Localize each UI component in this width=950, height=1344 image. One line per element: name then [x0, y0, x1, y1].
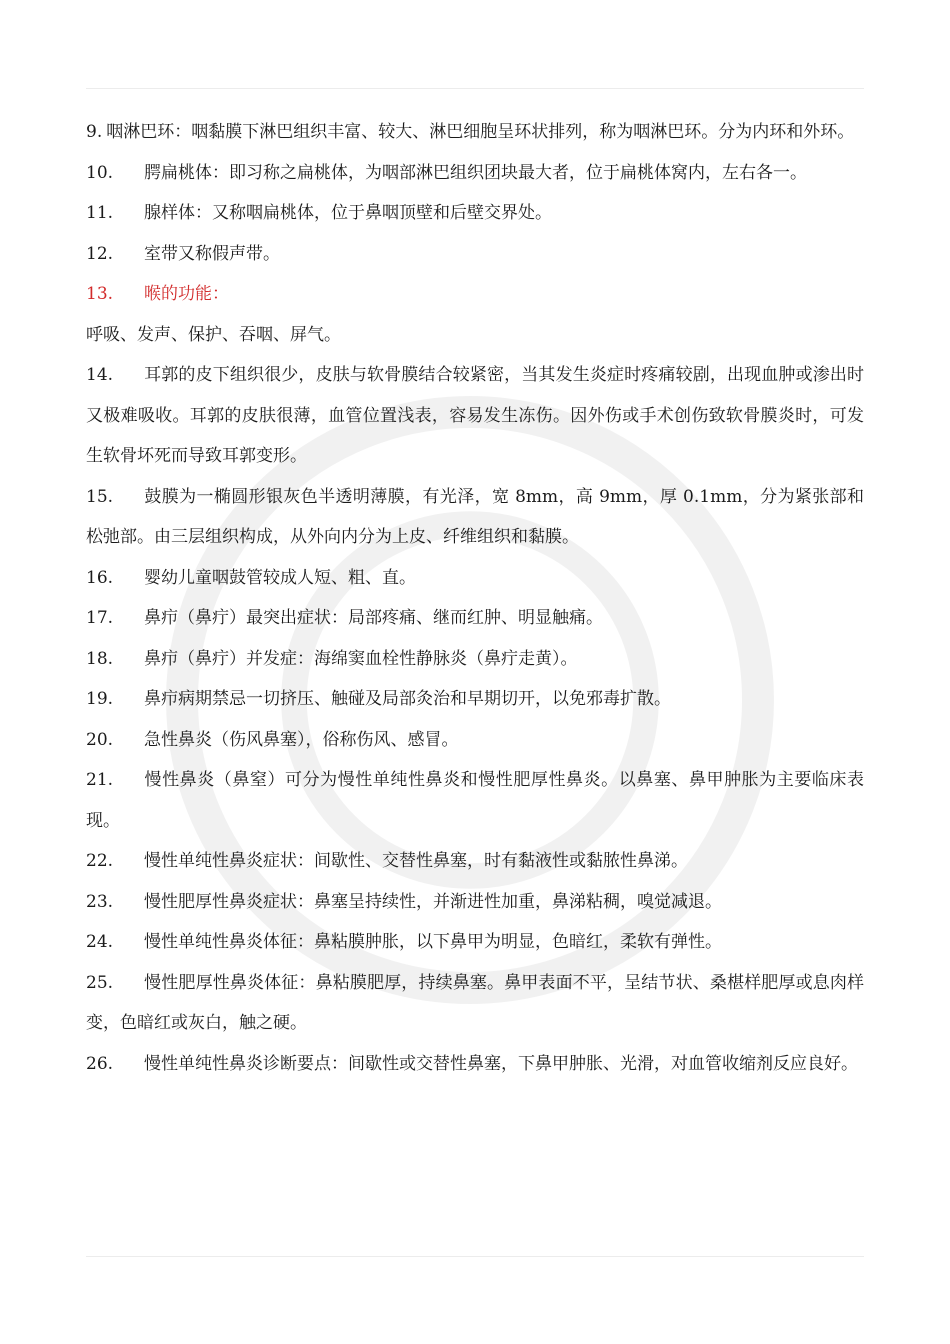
list-item	[86, 1044, 864, 1085]
item-number: 25.	[86, 972, 114, 993]
item-number: 20.	[86, 729, 114, 750]
item-number: 24.	[86, 932, 114, 952]
item-number: 10.	[86, 162, 114, 183]
item-text: 慢性鼻炎（鼻窒）可分为慢性单纯性鼻炎和慢性肥厚性鼻炎。以鼻塞、鼻甲肿胀为主要临床表现。	[86, 770, 864, 831]
item-text: 鼻疖（鼻疔）并发症：海绵窦血栓性静脉炎（鼻疔走黄）。	[144, 648, 578, 669]
list-item	[86, 112, 864, 153]
header-rule	[86, 88, 864, 89]
item-text: 耳郭的皮下组织很少，皮肤与软骨膜结合较紧密，当其发生炎症时疼痛较剧，出现血肿或渗出时又极难吸收。耳郭的皮肤很薄，血管位置浅表，容易发生冻伤。因外伤或手术创伤致软骨膜炎时，可发生软骨坏死而导致耳郭变形。	[86, 365, 864, 466]
list-item	[86, 193, 864, 234]
item-text: 腭扁桃体：即习称之扁桃体，为咽部淋巴组织团块最大者，位于扁桃体窝内，左右各一。	[144, 162, 807, 183]
document-body	[86, 112, 864, 1084]
item-text: 鼓膜为一椭圆形银灰色半透明薄膜，有光泽，宽 8mm，高 9mm，厚 0.1mm，分为紧张部和松弛部。由三层组织构成，从外向内分为上皮、纤维组织和黏膜。	[86, 486, 864, 547]
item-text: 慢性肥厚性鼻炎症状：鼻塞呈持续性，并渐进性加重，鼻涕粘稠，嗅觉减退。	[144, 891, 722, 912]
list-item	[86, 639, 864, 680]
list-item	[86, 598, 864, 639]
item-text: 慢性单纯性鼻炎体征：鼻粘膜肿胀，以下鼻甲为明显，色暗红，柔软有弹性。	[144, 932, 722, 952]
list-item-heading	[86, 274, 864, 315]
list-item	[86, 963, 864, 1044]
item-number: 13.	[86, 284, 114, 304]
item-text: 婴幼儿童咽鼓管较成人短、粗、直。	[144, 567, 416, 588]
item-number: 9.	[86, 122, 103, 142]
item-number: 23.	[86, 891, 114, 912]
item-text: 慢性肥厚性鼻炎体征：鼻粘膜肥厚，持续鼻塞。鼻甲表面不平，呈结节状、桑椹样肥厚或息肉样变，色暗红或灰白，触之硬。	[86, 972, 864, 1033]
item-number: 11.	[86, 203, 114, 223]
item-number: 26.	[86, 1053, 114, 1074]
item-text: 慢性单纯性鼻炎诊断要点：间歇性或交替性鼻塞，下鼻甲肿胀、光滑，对血管收缩剂反应良好。	[144, 1053, 858, 1074]
item-text: 腺样体：又称咽扁桃体，位于鼻咽顶壁和后壁交界处。	[144, 203, 552, 223]
item-text: 室带又称假声带。	[144, 243, 280, 264]
list-item	[86, 234, 864, 275]
item-text: 慢性单纯性鼻炎症状：间歇性、交替性鼻塞，时有黏液性或黏脓性鼻涕。	[144, 851, 688, 871]
list-item	[86, 760, 864, 841]
item-number: 19.	[86, 689, 114, 709]
item-number: 14.	[86, 365, 114, 385]
list-item	[86, 922, 864, 963]
list-item-continuation	[86, 315, 864, 356]
item-number: 12.	[86, 243, 114, 264]
item-number: 22.	[86, 851, 114, 871]
item-text: 呼吸、发声、保护、吞咽、屏气。	[86, 324, 341, 345]
list-item	[86, 882, 864, 923]
list-item	[86, 720, 864, 761]
item-number: 18.	[86, 648, 114, 669]
list-item	[86, 477, 864, 558]
list-item	[86, 355, 864, 477]
item-number: 15.	[86, 486, 114, 507]
item-number: 21.	[86, 770, 114, 790]
item-text: 鼻疖（鼻疔）最突出症状：局部疼痛、继而红肿、明显触痛。	[144, 608, 603, 628]
item-text: 喉的功能：	[144, 284, 229, 304]
list-item	[86, 841, 864, 882]
item-number: 17.	[86, 608, 114, 628]
list-item	[86, 153, 864, 194]
list-item	[86, 558, 864, 599]
item-text: 急性鼻炎（伤风鼻塞），俗称伤风、感冒。	[144, 729, 459, 750]
item-number: 16.	[86, 567, 114, 588]
item-text: 鼻疖病期禁忌一切挤压、触碰及局部灸治和早期切开，以免邪毒扩散。	[144, 689, 671, 709]
item-text: 咽淋巴环：咽黏膜下淋巴组织丰富、较大、淋巴细胞呈环状排列，称为咽淋巴环。分为内环和外环。	[106, 122, 855, 142]
list-item	[86, 679, 864, 720]
footer-rule	[86, 1256, 864, 1257]
